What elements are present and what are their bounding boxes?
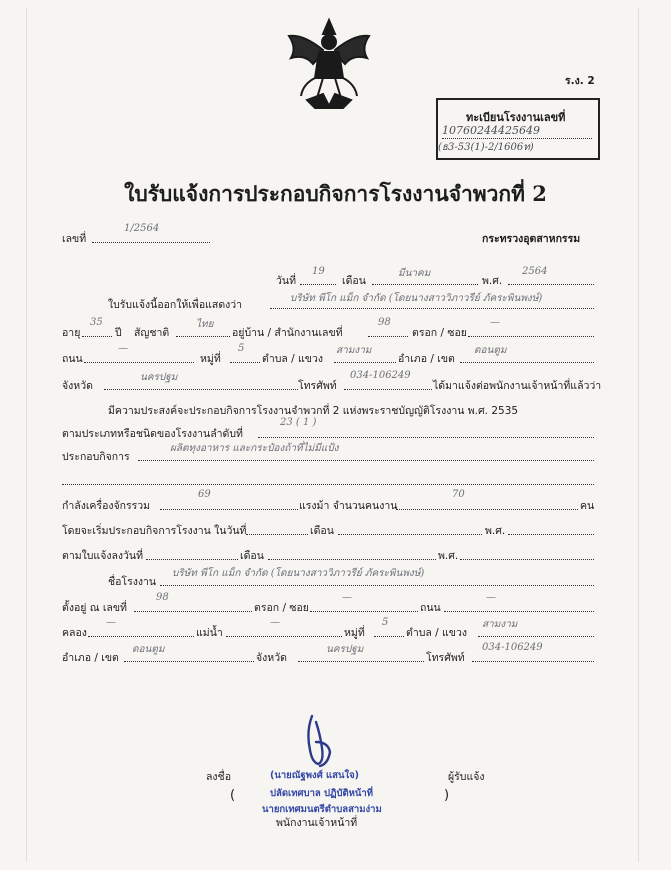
date-month-value: มีนาคม: [398, 268, 431, 279]
subdistrict-line: [334, 362, 396, 363]
date-day-value: 19: [312, 266, 325, 277]
alley-label: ตรอก / ซอย: [412, 327, 467, 339]
factory-name-label: ชื่อโรงงาน: [108, 576, 157, 588]
moo-label: หมู่ที่: [200, 353, 221, 365]
factory-province-value: นครปฐม: [326, 644, 364, 655]
start-year-line: [508, 534, 594, 535]
notice-line: [270, 308, 594, 309]
notice-label: ใบรับแจ้งนี้ออกให้เพื่อแสดงว่า: [108, 299, 243, 311]
road-line: [84, 362, 194, 363]
moo-value: 5: [238, 343, 245, 354]
handwritten-signature: [298, 712, 338, 770]
date-year-line: [508, 284, 594, 285]
open-paren: (: [230, 788, 236, 803]
notice-date-label: ตามใบแจ้งลงวันที่: [62, 550, 144, 562]
factory-road-label: ถนน: [420, 602, 441, 614]
house-no-label: อยู่บ้าน / สำนักงานเลขที่: [232, 327, 343, 339]
workers-value: 70: [452, 489, 465, 500]
river-value: —: [270, 617, 280, 628]
purpose-line: มีความประสงค์จะประกอบกิจการโรงงานจำพวกที่ 2 แห่งพระราชบัญญัติโรงงาน พ.ศ. 2535: [108, 405, 519, 417]
alley-value: —: [490, 317, 500, 328]
canal-line: [88, 636, 194, 637]
start-label: โดยจะเริ่มประกอบกิจการโรงงาน ในวันที่: [62, 525, 247, 537]
age-label: อายุ: [62, 327, 81, 339]
notice-date-month-line: [268, 559, 436, 560]
business-line-2: [62, 484, 594, 485]
doc-no-line: [92, 242, 210, 243]
machine-value: 69: [198, 489, 211, 500]
form-code: ร.ง. 2: [565, 75, 595, 87]
registration-number-line: [442, 138, 592, 139]
phone-value: 034-106249: [350, 370, 411, 381]
notice-date-day-line: [146, 559, 238, 560]
notice-value: บริษัท พีโก แม็ก จำกัด (โดยนางสาววิภาวรีย์ ภัคระพินพงษ์): [290, 293, 543, 304]
factory-alley-line: [310, 611, 418, 612]
factory-moo-value: 5: [382, 617, 389, 628]
stamp-title-2: นายกเทศมนตรีตำบลสามง่าม: [262, 804, 382, 815]
factory-alley-label: ตรอก / ซอย: [254, 602, 309, 614]
factory-no-label: ตั้งอยู่ ณ เลขที่: [62, 602, 127, 614]
factory-moo-line: [374, 636, 404, 637]
date-month-line: [372, 284, 478, 285]
business-label: ประกอบกิจการ: [62, 451, 130, 463]
factory-district-label: อำเภอ / เขต: [62, 652, 119, 664]
road-value: —: [118, 343, 128, 354]
registration-number: 10760244425649: [442, 124, 540, 137]
registration-box: [436, 98, 600, 160]
registration-label: ทะเบียนโรงงานเลขที่: [466, 111, 566, 124]
date-day-label: วันที่: [276, 275, 296, 287]
date-year-value: 2564: [522, 266, 548, 277]
page-fold-line: [26, 8, 27, 862]
subdistrict-value: สามงาม: [336, 345, 372, 356]
factory-road-value: —: [486, 592, 496, 603]
stamp-title-1: ปลัดเทศบาล ปฏิบัติหน้าที่: [270, 788, 374, 799]
age-unit: ปี: [115, 327, 122, 339]
phone-label: โทรศัพท์: [298, 380, 337, 392]
province-line: [104, 389, 298, 390]
date-month-label: เดือน: [342, 275, 366, 287]
factory-no-line: [134, 611, 252, 612]
factory-province-line: [298, 661, 424, 662]
start-year-label: พ.ศ.: [485, 525, 506, 537]
nationality-value: ไทย: [196, 319, 214, 330]
factory-name-line: [160, 585, 594, 586]
subdistrict-label: ตำบล / แขวง: [262, 353, 323, 365]
notified-text: ได้มาแจ้งต่อพนักงานเจ้าหน้าที่แล้วว่า: [433, 380, 602, 392]
factory-subdistrict-value: สามงาม: [482, 619, 518, 630]
page-fold-line: [638, 8, 639, 862]
sign-label: ลงชื่อ: [206, 771, 231, 783]
district-value: ดอนตูม: [474, 345, 507, 356]
notice-date-year-label: พ.ศ.: [438, 550, 459, 562]
province-label: จังหวัด: [62, 380, 93, 392]
nationality-label: สัญชาติ: [134, 327, 170, 339]
factory-alley-value: —: [342, 592, 352, 603]
canal-value: —: [106, 617, 116, 628]
doc-no-label: เลขที่: [62, 233, 87, 245]
road-label: ถนน: [62, 353, 83, 365]
factory-name-value: บริษัท พีโก แม็ก จำกัด (โดยนางสาววิภาวรีย์ ภัคระพินพงษ์): [172, 568, 425, 579]
moo-line: [230, 362, 260, 363]
age-line: [82, 336, 112, 337]
stamp-name: (นายณัฐพงศ์ แสนใจ): [270, 770, 359, 781]
notice-date-year-line: [460, 559, 594, 560]
age-value: 35: [90, 317, 103, 328]
machine-line: [160, 509, 298, 510]
start-day-line: [246, 534, 308, 535]
factory-phone-label: โทรศัพท์: [426, 652, 465, 664]
workers-unit: คน: [580, 500, 595, 512]
province-value: นครปฐม: [140, 372, 178, 383]
factory-subdistrict-label: ตำบล / แขวง: [406, 627, 467, 639]
river-line: [226, 636, 342, 637]
phone-line: [344, 389, 432, 390]
business-line: [138, 460, 594, 461]
river-label: แม่น้ำ: [196, 627, 223, 639]
factory-no-value: 98: [156, 592, 169, 603]
factory-moo-label: หมู่ที่: [344, 627, 365, 639]
house-no-line: [368, 336, 408, 337]
close-paren: ): [444, 788, 450, 803]
factory-subdistrict-line: [478, 636, 594, 637]
receiver-label: ผู้รับแจ้ง: [448, 771, 485, 783]
workers-line: [396, 509, 578, 510]
registration-number-old: (ธ3-53(1)-2/1606ท): [438, 142, 534, 153]
district-label: อำเภอ / เขต: [398, 353, 455, 365]
alley-line: [468, 336, 594, 337]
officer-label: พนักงานเจ้าหน้าที่: [276, 817, 358, 829]
business-value: ผลิตทุงอาหาร และกระป๋องถ้าที่ไม่มีแป้ง: [170, 443, 339, 454]
date-year-label: พ.ศ.: [482, 275, 503, 287]
start-month-line: [338, 534, 482, 535]
factory-road-line: [444, 611, 594, 612]
nationality-line: [176, 336, 230, 337]
factory-province-label: จังหวัด: [256, 652, 287, 664]
factory-district-value: ดอนตูม: [132, 644, 165, 655]
factory-type-line: [258, 437, 594, 438]
factory-phone-line: [472, 661, 594, 662]
house-no-value: 98: [378, 317, 391, 328]
machine-label: กำลังเครื่องจักรรวม: [62, 500, 151, 512]
garuda-emblem: [283, 14, 375, 110]
notice-date-month-label: เดือน: [240, 550, 264, 562]
hp-workers-label: แรงม้า จำนวนคนงาน: [299, 500, 398, 512]
factory-phone-value: 034-106249: [482, 642, 543, 653]
date-day-line: [300, 284, 336, 285]
doc-no-value: 1/2564: [124, 223, 160, 234]
document-title: ใบรับแจ้งการประกอบกิจการโรงงานจำพวกที่ 2: [124, 181, 547, 206]
factory-type-value: 23 ( 1 ): [280, 417, 317, 428]
district-line: [460, 362, 594, 363]
factory-type-label: ตามประเภทหรือชนิดของโรงงานลำดับที่: [62, 428, 243, 440]
factory-district-line: [124, 661, 254, 662]
canal-label: คลอง: [62, 627, 87, 639]
start-month-label: เดือน: [310, 525, 334, 537]
ministry-name: กระทรวงอุตสาหกรรม: [482, 233, 581, 245]
